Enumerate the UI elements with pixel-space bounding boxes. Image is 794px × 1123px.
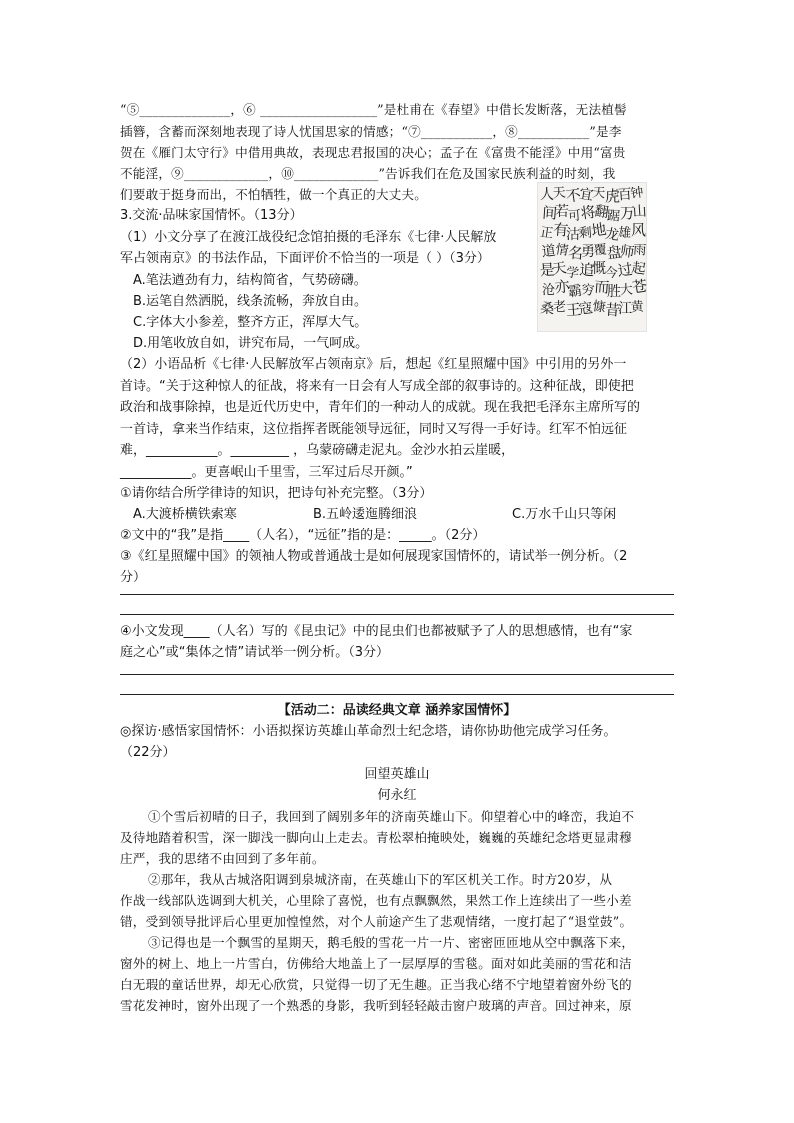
- paragraph-line: 作战一线部队选调到大机关，心里除了喜悦，也有点飘飘然，果然工作上连续出了一些小差: [120, 893, 632, 908]
- calligraphy-stroke: 沧: [542, 283, 556, 298]
- answer-line: [120, 594, 674, 595]
- calligraphy-stroke: 穷: [580, 282, 596, 300]
- question-text: 首诗。“关于这种惊人的征战，将来有一日会有人写成全部的叙事诗的。这种征战，即使把: [120, 379, 634, 394]
- question-text: ②文中的“我”是指____（人名），“远征”指的是：_____。（2分）: [120, 528, 486, 543]
- question-text: （2）小语品析《七律·人民解放军占领南京》后，想起《红星照耀中国》中引用的另外一: [120, 357, 627, 372]
- article-author: 何永红: [377, 788, 417, 803]
- question-text: ④小文发现____（人名）写的《昆虫记》中的昆虫们也都被赋予了人的思想感情，也有“家: [120, 624, 633, 639]
- question-text: ③《红星照耀中国》的领袖人物或普通战士是如何展现家国情怀的，请试举一例分析。（2: [120, 549, 628, 564]
- paragraph-line: 窗外的树上、地上一片雪白，仿佛给大地盖上了一层厚厚的雪毯。面对如此美丽的雪花和洁: [120, 956, 632, 971]
- question-text: 庭之心”或“集体之情”请试举一例分析。（3分）: [120, 645, 389, 660]
- calligraphy-stroke: 山: [632, 203, 648, 221]
- calligraphy-stroke: 间: [541, 203, 558, 223]
- section-heading: 3.交流·品味家国情怀。（13分）: [120, 208, 303, 223]
- option-a: A.大渡桥横铁索寒: [133, 507, 237, 522]
- calligraphy-stroke: 慨: [592, 261, 606, 277]
- calligraphy-stroke: 霸: [566, 282, 584, 301]
- paragraph-line: 白无瑕的童话世界，却无心欣赏，只觉得一切了无生趣。正当我心绪不宁地望着窗外纷飞的: [120, 977, 632, 992]
- calligraphy-stroke: 桑: [539, 300, 555, 318]
- calligraphy-stroke: 天: [551, 260, 568, 278]
- answer-line: [120, 694, 674, 695]
- calligraphy-stroke: 老: [553, 300, 567, 315]
- calligraphy-stroke: 雄: [617, 225, 632, 242]
- calligraphy-stroke: 万: [620, 204, 636, 222]
- answer-line: [120, 674, 674, 675]
- calligraphy-stroke: 苍: [631, 276, 649, 297]
- paragraph-line: ②那年，我从古城洛阳调到泉城济南，在英雄山下的军区机关工作。时方20岁，从: [148, 872, 613, 887]
- calligraphy-stroke: 勇: [581, 244, 595, 260]
- calligraphy-stroke: 王: [565, 300, 582, 320]
- question-text: ___________。更喜岷山千里雪，三军过后尽开颜。”: [120, 465, 413, 480]
- calligraphy-stroke: 天: [552, 185, 567, 202]
- text-line: 不能淫，⑨_____________，⑩_____________”告诉我们在危及国家民族利益的时刻，我: [120, 166, 616, 181]
- question-text: ①请你结合所学律诗的知识，把诗句补充完整。（3分）: [120, 486, 433, 501]
- question-text: （1）小文分享了在渡江战役纪念馆拍摄的毛泽东《七律·人民解放: [120, 230, 497, 245]
- calligraphy-stroke: 盘: [605, 242, 624, 263]
- task-points: （22分）: [120, 745, 176, 760]
- calligraphy-stroke: 翻: [593, 203, 610, 222]
- calligraphy-stroke: 有: [552, 220, 569, 240]
- calligraphy-stroke: 沽: [566, 227, 580, 243]
- answer-line: [120, 614, 674, 615]
- calligraphy-stroke: 剩: [578, 225, 593, 242]
- calligraphy-stroke: 正: [539, 225, 555, 242]
- calligraphy-stroke: 江: [618, 301, 632, 317]
- calligraphy-stroke: 若: [555, 204, 569, 220]
- calligraphy-stroke: 大: [619, 282, 634, 299]
- calligraphy-stroke: 将: [579, 202, 597, 223]
- calligraphy-stroke: 而: [593, 277, 610, 297]
- option-c: C.字体大小参差，整齐方正，浑厚大气。: [133, 315, 368, 330]
- question-text: 分）: [120, 570, 147, 585]
- calligraphy-stroke: 百: [617, 186, 633, 204]
- calligraphy-stroke: 寇: [577, 300, 594, 318]
- calligraphy-stroke: 过: [616, 260, 634, 280]
- paragraph-line: ①个雪后初晴的日子，我回到了阔别多年的济南英雄山下。仰望着心中的峰峦，我迫不: [148, 809, 635, 824]
- paragraph-line: 雪花发神时，窗外出现了一个熟悉的身影，我听到轻轻敲击窗户玻璃的声音。回过神来，原: [120, 998, 632, 1013]
- calligraphy-stroke: 慷: [591, 299, 607, 316]
- calligraphy-stroke: 学: [564, 265, 580, 282]
- text-line: “⑤______________，⑥ __________________”是杜甫在《春望》中借长发断落，无法植髻: [120, 102, 627, 117]
- calligraphy-stroke: 覆: [593, 242, 608, 259]
- activity-heading: 【活动二：品读经典文章 涵养家国情怀】: [277, 703, 517, 718]
- calligraphy-stroke: 宜: [578, 186, 595, 204]
- calligraphy-stroke: 师: [619, 243, 636, 262]
- option-b: B.运笔自然洒脱，线条流畅，奔放自由。: [133, 294, 368, 309]
- option-d: D.用笔收放自如，讲究布局，一气呵成。: [133, 336, 369, 351]
- paragraph-line: ③记得也是一个飘雪的星期天，鹅毛般的雪花一片一片、密密匝匝地从空中飘落下来，: [148, 935, 635, 950]
- calligraphy-stroke: 道: [540, 242, 557, 261]
- calligraphy-stroke: 虎: [605, 187, 621, 205]
- calligraphy-stroke: 踞: [606, 208, 621, 225]
- option-a: A.笔法遒劲有力，结构简省，气势磅礴。: [133, 273, 367, 288]
- calligraphy-stroke: 亦: [554, 277, 571, 297]
- calligraphy-stroke: 天: [591, 185, 606, 202]
- text-line: 贺在《雁门太守行》中借用典故，表现忠君报国的决心；孟子在《富贵不能淫》中用“富贵: [120, 145, 626, 160]
- calligraphy-image: [537, 182, 647, 332]
- calligraphy-stroke: 名: [567, 243, 584, 263]
- task-intro: ◎探访·感悟家国情怀：小语拟探访英雄山革命烈士纪念塔，请你协助他完成学习任务。: [120, 724, 617, 739]
- paragraph-line: 及待地踏着积雪，深一脚浅一脚向山上走去。青松翠柏掩映处，巍巍的英雄纪念塔更显肃穆: [120, 830, 632, 845]
- calligraphy-stroke: 钟: [629, 185, 645, 202]
- text-line: 插簪，含蓄而深刻地表现了诗人忧国思家的情感；“⑦___________，⑧___________”是李: [120, 124, 622, 139]
- option-c: C.万水千山只等闲: [512, 507, 617, 522]
- paragraph-line: 错，受到领导批评后心里更加惶惶然，对个人前途产生了悲观情绪，一度打起了“退堂鼓”。: [120, 914, 633, 929]
- calligraphy-stroke: 黄: [630, 299, 645, 316]
- question-text: 难，___________。_________ ，乌蒙磅礴走泥丸。金沙水拍云崖暖，: [120, 443, 515, 458]
- question-text: 政治和战事除掉，也是近代历史中，青年们的一种动人的成就。现在我把毛泽东主席所写的: [120, 400, 641, 415]
- calligraphy-stroke: 风: [631, 221, 647, 239]
- text-line: 们要敢于挺身而出，不怕牺牲，做一个真正的大丈夫。: [120, 187, 428, 202]
- calligraphy-stroke: 人: [540, 187, 554, 203]
- calligraphy-stroke: 可: [567, 208, 582, 225]
- calligraphy-stroke: 龙: [603, 226, 621, 244]
- calligraphy-stroke: 起: [630, 260, 647, 278]
- calligraphy-stroke: 昔: [604, 300, 621, 320]
- calligraphy-stroke: 追: [578, 260, 595, 280]
- paragraph-line: 庄严，我的思绪不由回到了多年前。: [120, 851, 325, 866]
- question-text: 军占领南京》的书法作品，下面评价不恰当的一项是（ ）（3分）: [120, 251, 490, 266]
- calligraphy-stroke: 雨: [632, 242, 647, 259]
- calligraphy-stroke: 今: [604, 265, 619, 282]
- calligraphy-stroke: 地: [590, 220, 608, 240]
- calligraphy-stroke: 是: [539, 260, 556, 280]
- calligraphy-stroke: 不: [564, 185, 583, 206]
- question-text: 一首诗，拿来当作结束，这位指挥者既能领导远征，同时又写得一手好诗。红军不怕远征: [120, 422, 628, 437]
- calligraphy-stroke: 胜: [607, 284, 621, 300]
- article-title: 回望英雄山: [364, 767, 430, 782]
- option-b: B.五岭逶迤腾细浪: [313, 507, 418, 522]
- calligraphy-stroke: 情: [554, 242, 570, 260]
